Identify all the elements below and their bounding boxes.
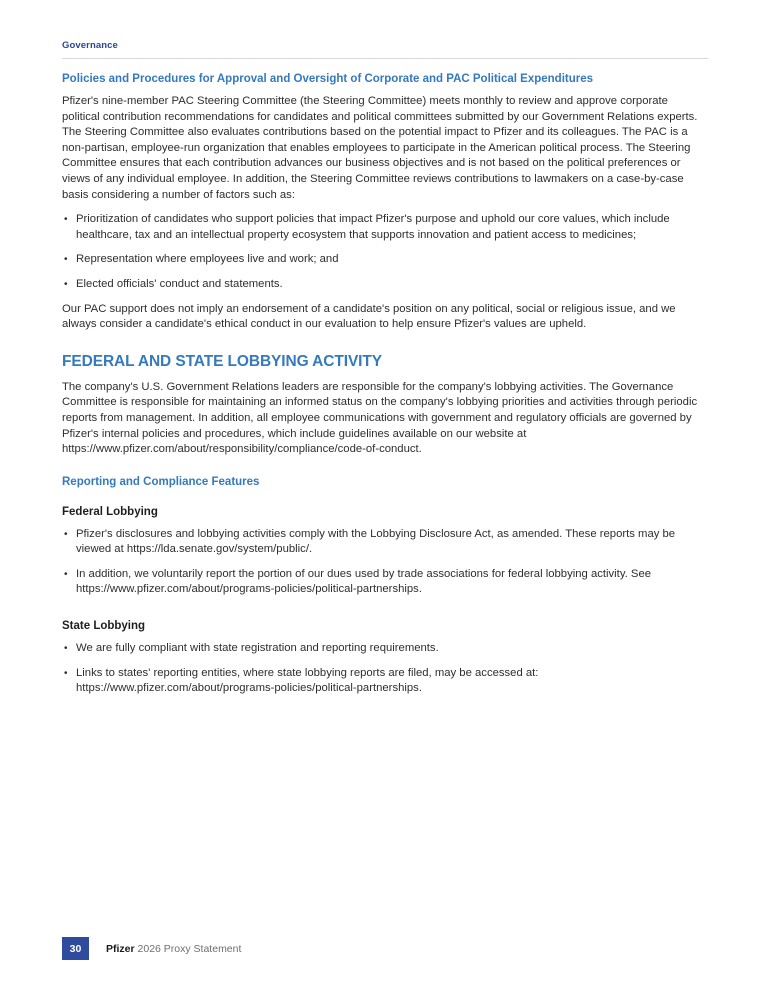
bullet-icon: •	[64, 643, 68, 655]
pac-intro-paragraph: Pfizer's nine-member PAC Steering Committee (the Steering Committee) meets monthly to review and approve corporate political contribution recommendations for candidates and political committees submitted by our Government Relations experts. The Steering Committee also evaluates contributions based on the potential impact to Pfizer and its colleagues. The PAC is a non-partisan, employee-run organization that enables employees to participate in the American political process. The Steering Committee ensures that each contribution advances our business objectives and is not based on the political preferences or views of any individual employee. In addition, the Steering Committee reviews contributions to lawmakers on a case-by-case basis considering a number of factors such as:	[62, 95, 698, 201]
bullet-text: In addition, we voluntarily report the portion of our dues used by trade associations for federal lobbying activity. See https://www.pfizer.com/about/programs-policies/political-partnerships.	[76, 567, 652, 596]
bullet-icon: •	[64, 278, 68, 290]
list-item	[62, 212, 708, 243]
reporting-compliance-subheading: Reporting and Compliance Features	[62, 475, 260, 488]
list-item	[62, 277, 708, 293]
section-eyebrow: Governance	[62, 40, 118, 51]
bullet-icon: •	[64, 528, 68, 540]
bullet-text: Pfizer's disclosures and lobbying activities comply with the Lobbying Disclosure Act, as amended. These reports may be viewed at https://lda.senate.gov/system/public/.	[76, 527, 676, 556]
footer-brand: Pfizer	[106, 942, 135, 955]
list-item	[62, 666, 708, 697]
document-page	[62, 40, 708, 697]
state-lobbying-title: State Lobbying	[62, 620, 146, 633]
lobbying-intro-paragraph: The company's U.S. Government Relations leaders are responsible for the company's lobbying activities. The Governance Committee is responsible for maintaining an informed status on the company's lobbying priorities and activities through periodic reports from management. In addition, all employee communications with government and regulatory officials are governed by Pfizer's internal policies and procedures, which include guidelines available on our website at https://www.pfizer.com/about/responsibility/compliance/code-of-conduct.	[62, 380, 698, 456]
pac-section-heading: Policies and Procedures for Approval and Oversight of Corporate and PAC Political Expenditures	[62, 73, 594, 85]
bullet-text: Representation where employees live and work; and	[76, 253, 339, 266]
federal-lobbying-title: Federal Lobbying	[62, 505, 158, 518]
list-item	[62, 641, 708, 657]
list-item	[62, 567, 708, 598]
bullet-text: Prioritization of candidates who support policies that impact Pfizer's purpose and uphold our core values, which include healthcare, tax and an intellectual property ecosystem that supports innovation and patient access to medicines;	[76, 213, 670, 241]
list-item	[62, 252, 708, 268]
pac-bullet-list	[62, 212, 708, 292]
page-number-badge: 30	[62, 937, 89, 960]
bullet-text: Elected officials' conduct and statements.	[76, 277, 283, 290]
pac-closing-paragraph: Our PAC support does not imply an endorsement of a candidate's position on any political, social or religious issue, and we always consider a candidate's ethical conduct in our evaluation to help ensure Pfizer's values are upheld.	[62, 302, 676, 331]
bullet-icon: •	[64, 214, 68, 226]
footer-title-rest: 2026 Proxy Statement	[137, 942, 242, 955]
bullet-text: Links to states' reporting entities, where state lobbying reports are filed, may be accessed at: https://www.pfizer.com/about/programs-policies/political-partnerships.	[76, 666, 539, 695]
list-item	[62, 527, 708, 558]
lobbying-section-heading: FEDERAL AND STATE LOBBYING ACTIVITY	[62, 352, 382, 370]
bullet-icon: •	[64, 667, 68, 679]
federal-lobbying-bullet-list	[62, 527, 708, 598]
page-footer	[62, 937, 241, 960]
bullet-icon: •	[64, 568, 68, 580]
footer-document-title	[106, 943, 241, 955]
state-lobbying-bullet-list	[62, 641, 708, 697]
bullet-text: We are fully compliant with state registration and reporting requirements.	[76, 642, 439, 655]
header-divider	[62, 58, 708, 59]
bullet-icon: •	[64, 254, 68, 266]
